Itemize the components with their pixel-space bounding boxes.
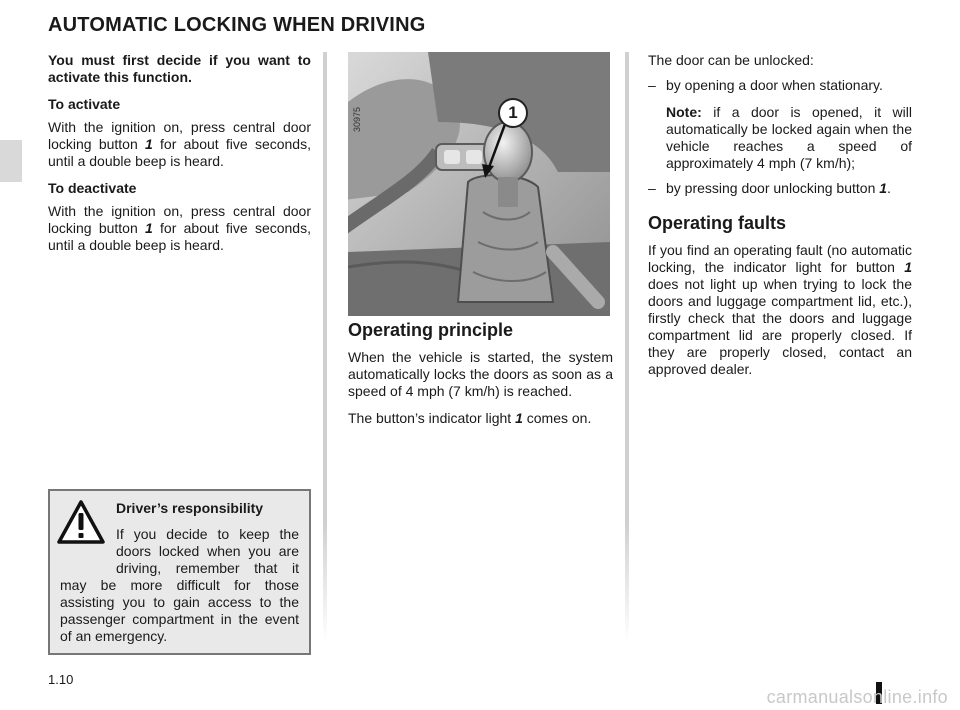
page-number: 1.10 (48, 672, 74, 687)
button-ref: 1 (145, 136, 153, 152)
button-ref: 1 (145, 220, 153, 236)
deactivate-heading: To deactivate (48, 180, 137, 196)
right-column (648, 52, 912, 388)
button-ref: 1 (515, 410, 523, 426)
page-title: AUTOMATIC LOCKING WHEN DRIVING (48, 14, 426, 36)
operating-faults-text: If you find an operating fault (no automatic locking, the indicator light for button 1 does not light up when trying to lock the doors and luggage compartment lid, etc.), firstly check that the doors and luggage compartment lid are properly closed. If they are properly closed, contact an approved dealer. (648, 242, 912, 377)
list-item: – by pressing door unlocking button 1. (648, 180, 912, 197)
button-ref: 1 (879, 180, 888, 196)
unlock-list (648, 77, 912, 94)
unlock-intro: The door can be unlocked: (648, 52, 814, 68)
watermark: carmanualsonline.info (766, 687, 948, 707)
warning-title: Driver’s responsibility (116, 500, 264, 516)
operating-principle-text: When the vehicle is started, the system automatically locks the doors as soon as a speed of 4 mph (7 km/h) is reached. (348, 349, 613, 399)
activate-heading: To activate (48, 96, 121, 112)
column-divider-left (323, 52, 327, 642)
activate-text: With the ignition on, press central door locking button 1 for about five seconds, until a double beep is heard. (48, 119, 311, 169)
warning-box (48, 489, 311, 655)
list-item: – by opening a door when stationary. (648, 77, 912, 94)
column-divider-right (625, 52, 629, 642)
operating-principle-heading: Operating principle (348, 320, 514, 340)
figure-ref: 30975 (352, 106, 362, 132)
warning-text: If you decide to keep the doors locked when you are driving, remember that it may be more difficult for those assisting you to gain access to the passenger compartment in the event of an emergency. (60, 526, 299, 644)
operating-faults-heading: Operating faults (648, 213, 787, 233)
button-ref: 1 (904, 259, 912, 275)
indicator-light-text: The button’s indicator light 1 comes on. (348, 410, 592, 426)
callout-1: 1 (498, 98, 528, 128)
intro-text: You must first decide if you want to activate this function. (48, 52, 311, 85)
note-text: Note: if a door is opened, it will automatically be locked again when the vehicle reaches a speed of approximately 4 mph (7 km/h); (666, 104, 912, 171)
left-column (48, 52, 311, 264)
middle-column (348, 322, 613, 437)
deactivate-text: With the ignition on, press central door locking button 1 for about five seconds, until a double beep is heard. (48, 203, 311, 253)
chapter-tab (0, 140, 22, 182)
unlock-list-2 (648, 180, 912, 197)
gear-lever-photo (348, 52, 610, 316)
